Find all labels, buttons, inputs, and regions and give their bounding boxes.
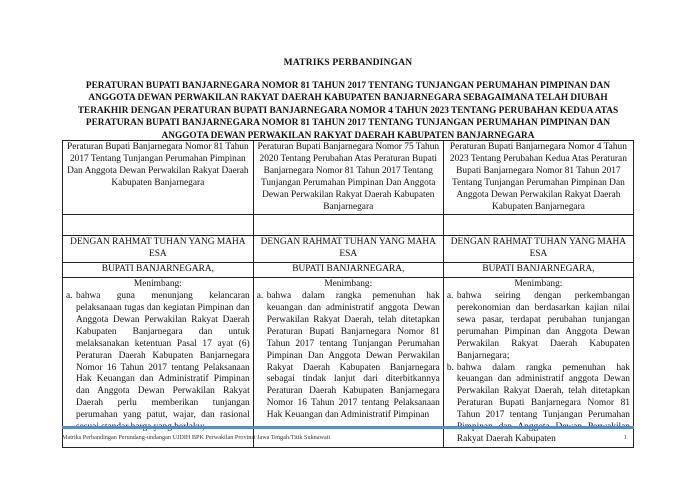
considerations-list — [257, 291, 440, 422]
official-title: BUPATI BANJARNEGARA, — [443, 263, 633, 278]
item-marker: b. — [446, 362, 454, 373]
item-text: bahwa seiring dengan perkembangan perekonomian dan berdasarkan kajian nilai sewa pasar, terdapat perubahan tunjangan perumahan Pimpinan dan Anggota Dewan Perwakilan Rakyat Daerah Kabupaten Banjarnegara; — [456, 291, 630, 361]
considering-label: Menimbang: — [133, 279, 182, 290]
consideration-item — [446, 291, 630, 362]
column-header-2017: Peraturan Bupati Banjarnegara Nomor 81 Tahun 2017 Tentang Tunjangan Perumahan Pimpinan Dan Anggota Dewan Perwakilan Rakyat Daerah Kabupaten Banjarnegara — [63, 141, 254, 215]
item-text: bahwa dalam rangka pemenuhan hak keuangan dan administratif anggota Dewan Perwakilan Rakyat Daerah, telah ditetapkan Peraturan Bupati Banjarnegara Nomor 81 Tahun 2017 tentang Tunjangan Perumahan Rakyat Daerah Kabupaten — [456, 362, 630, 444]
table-header-row — [63, 141, 634, 215]
considerations-cell-2017 — [63, 278, 254, 448]
page-number: 1 — [624, 434, 628, 441]
spacer-cell — [253, 215, 443, 236]
comparison-table — [62, 140, 634, 448]
considering-label: Menimbang: — [324, 279, 373, 290]
item-text: bahwa guna menunjang kelancaran pelaksanaan tugas dan kegiatan Pimpinan dan Anggota Dewan Perwakilan Rakyat Daerah Kabupaten Banjarnegara dan untuk melaksanakan ketentuan Pasal 17 ayat (6) Peraturan Daerah Kabupaten Banjarnegara Nomor 16 Tahun 2017 tentang Pelaksanaan Hak Keuangan dan Administratif Pimpinan dan Anggota Dewan Perwakilan Rakyat Daerah perlu memberikan tunjangan perumahan yang patut, wajar, dan rasional — [76, 291, 250, 421]
opening-phrase: DENGAN RAHMAT TUHAN YANG MAHA ESA — [443, 236, 633, 263]
footer-rule — [62, 426, 634, 429]
footer-text: Matriks Perbandingan Perundang-undangan UJDIH BPK Perwakilan Provinsi Jawa Tengah/Titik Suknawati — [62, 434, 331, 441]
considerations-cell-2020 — [253, 278, 443, 448]
official-row — [63, 263, 634, 278]
considerations-cell-2023 — [443, 278, 633, 448]
regulation-title: PERATURAN BUPATI BANJARNEGARA NOMOR 81 TAHUN 2017 TENTANG TUNJANGAN PERUMAHAN PIMPINAN DAN ANGGOTA DEWAN PERWAKILAN RAKYAT DAERAH KABUPATEN BANJARNEGARA SEBAGAIMANA TELAH DIUBAH TERAKHIR DENGAN PERATURAN BUPATI BANJARNEGARA NOMOR 4 TAHUN 2023 TENTANG PERUBAHAN KEDUA ATAS PERATURAN BUPATI BANJARNEGARA NOMOR 81 TAHUN 2017 TENTANG TUNJANGAN PERUMAHAN PIMPINAN DAN ANGGOTA DEWAN PERWAKILAN RAKYAT DAERAH KABUPATEN BANJARNEGARA — [77, 81, 619, 141]
spacer-cell — [63, 215, 254, 236]
table-spacer-row — [63, 215, 634, 236]
considering-label: Menimbang: — [514, 279, 563, 290]
item-marker: a. — [256, 291, 264, 302]
opening-phrase: DENGAN RAHMAT TUHAN YANG MAHA ESA — [63, 236, 254, 263]
consideration-item — [446, 362, 630, 446]
opening-phrase: DENGAN RAHMAT TUHAN YANG MAHA ESA — [253, 236, 443, 263]
official-title: BUPATI BANJARNEGARA, — [63, 263, 254, 278]
official-title: BUPATI BANJARNEGARA, — [253, 263, 443, 278]
consideration-item — [256, 291, 440, 422]
considerations-list — [447, 291, 630, 446]
considerations-row — [63, 278, 634, 448]
item-text: bahwa dalam rangka pemenuhan hak keuangan dan administratif anggota Dewan Perwakilan Rakyat Daerah, telah ditetapkan Peraturan Bupati Banjarnegara Nomor 81 Tahun 2017 tentang Tunjangan Perumahan Pimpinan Dan Anggota Dewan Perwakilan Rakyat Daerah Kabupaten Banjarnegara sebagai tindak lanjut dari diterbitkannya Peraturan Daerah Kabupaten Banjarnegara Nomor 16 Tahun 2017 tentang Pelaksanaan Hak Keuangan dan Administratif Pimpinan — [266, 291, 440, 421]
column-header-2023: Peraturan Bupati Banjarnegara Nomor 4 Tahun 2023 Tentang Perubahan Kedua Atas Peraturan Bupati Banjarnegara Nomor 81 Tahun 2017 Tentang Tunjangan Perumahan Pimpinan Dan Anggota Dewan Perwakilan Rakyat Daerah Kabupaten Banjarnegara — [443, 141, 633, 215]
document-title: MATRIKS PERBANDINGAN — [283, 58, 413, 68]
item-marker: a. — [446, 291, 454, 302]
opening-row — [63, 236, 634, 263]
item-marker: a. — [66, 291, 73, 302]
column-header-2020: Peraturan Bupati Banjarnegara Nomor 75 Tahun 2020 Tentang Perubahan Atas Peraturan Bupati Banjarnegara Nomor 81 Tahun 2017 Tentang Tunjangan Perumahan Pimpinan Dan Anggota Dewan Perwakilan Rakyat Daerah Kabupaten Banjarnegara — [253, 141, 443, 215]
considerations-list — [66, 291, 250, 434]
spacer-cell — [443, 215, 633, 236]
consideration-item — [66, 291, 250, 434]
